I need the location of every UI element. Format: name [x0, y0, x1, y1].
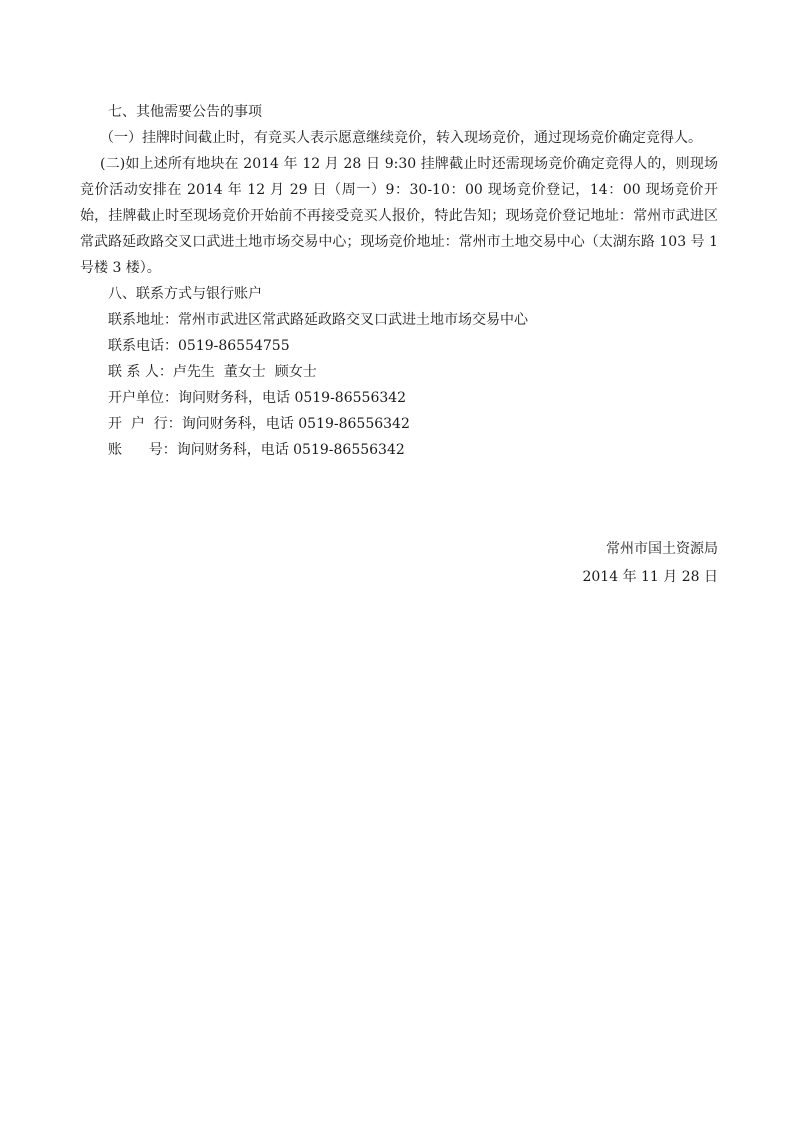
section-7-heading: 七、其他需要公告的事项 — [108, 104, 262, 120]
contact-address: 联系地址：常州市武进区常武路延政路交叉口武进土地市场交易中心 — [108, 312, 528, 328]
contact-persons: 联 系 人：卢先生 董女士 顾女士 — [108, 364, 317, 380]
section-7-paragraph-2: (二)如上述所有地块在 2014 年 12 月 28 日 9:30 挂牌截止时还需现场竞价确定竞得人的，则现场竞价活动安排在 2014 年 12 月 29 日（周一）9：30-10：00 现场竞价登记，14：00 现场竞价开始，挂牌截止时至现场竞价开始前不再接受竞买人报价，特此告知；现场竞价登记地址：常州市武进区常武路延政路交叉口武进土地市场交易中心；现场竞价地址：常州市土地交易中心（太湖东路 103 号 1 号楼 3 楼）。 — [80, 156, 718, 276]
bank-name: 开 户 行：询问财务科，电话 0519-86556342 — [108, 416, 410, 432]
issuing-organization: 常州市国土资源局 — [606, 541, 718, 557]
signature-block — [582, 535, 718, 591]
section-7-paragraph-1: （一）挂牌时间截止时，有竞买人表示愿意继续竞价，转入现场竞价，通过现场竞价确定竞得人。 — [100, 130, 702, 146]
document-body — [80, 99, 718, 463]
contact-phone: 联系电话：0519-86554755 — [108, 338, 290, 354]
account-number: 账 号：询问财务科，电话 0519-86556342 — [108, 442, 405, 458]
issue-date: 2014 年 11 月 28 日 — [582, 569, 718, 585]
account-unit: 开户单位：询问财务科，电话 0519-86556342 — [108, 390, 407, 406]
section-8-heading: 八、联系方式与银行账户 — [108, 286, 262, 302]
